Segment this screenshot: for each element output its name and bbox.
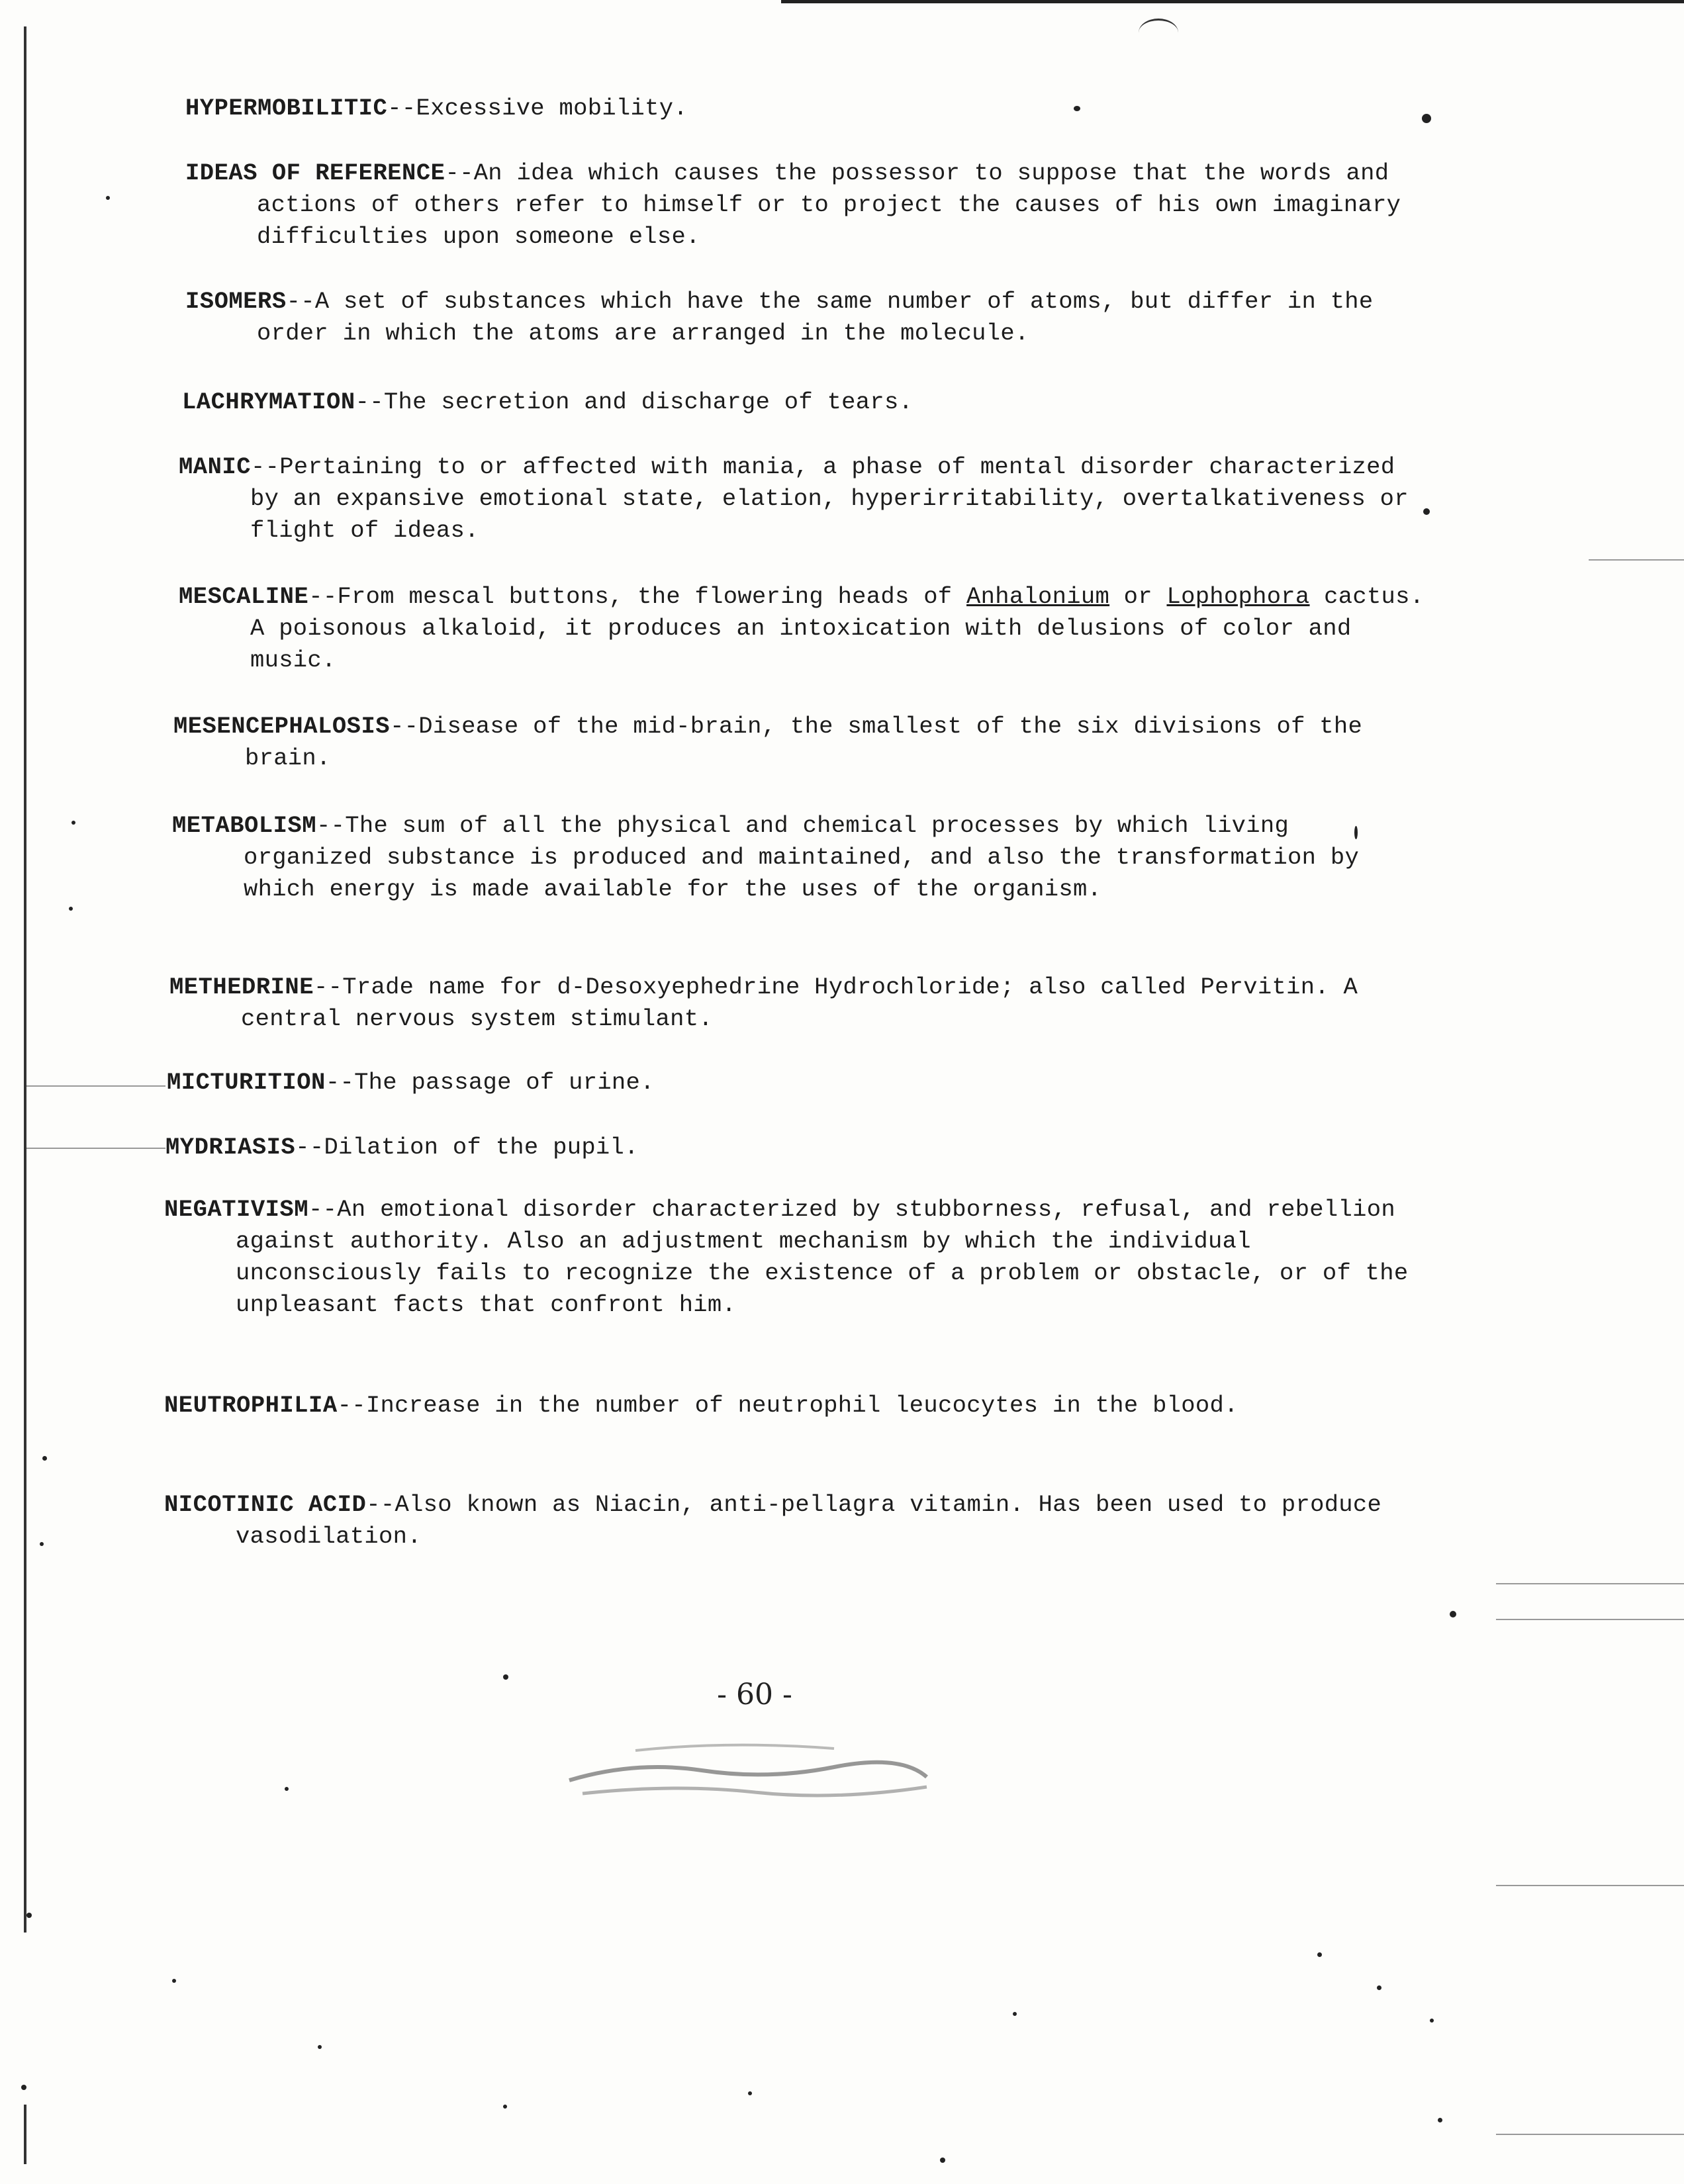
entry-separator: -- xyxy=(366,1491,395,1518)
entry-term: ISOMERS xyxy=(185,288,287,315)
scan-speck xyxy=(1013,2012,1017,2016)
entry-definition: Also known as Niacin, anti-pellagra vitamin. Has been used to produce vasodilation. xyxy=(236,1491,1382,1550)
entry-term: NICOTINIC ACID xyxy=(164,1491,367,1518)
entry-term: MICTURITION xyxy=(167,1069,326,1096)
scan-left-edge-line xyxy=(24,26,26,1933)
scan-speck xyxy=(1377,1985,1381,1990)
entry-definition: Dilation of the pupil. xyxy=(324,1134,639,1161)
page-number: - 60 - xyxy=(717,1678,792,1711)
scan-speck xyxy=(503,1674,508,1680)
glossary-entry xyxy=(185,158,1435,253)
entry-definition: The passage of urine. xyxy=(354,1069,655,1096)
scan-speck xyxy=(748,2091,752,2095)
entry-term: HYPERMOBILITIC xyxy=(185,95,388,122)
entry-separator: -- xyxy=(295,1134,324,1161)
scan-speck xyxy=(172,1979,176,1983)
glossary-entry xyxy=(164,1390,1414,1422)
scan-top-edge-line xyxy=(781,0,1684,3)
scan-margin-line xyxy=(1496,1583,1684,1584)
scan-speck xyxy=(285,1787,289,1791)
scan-speck xyxy=(42,1456,47,1461)
entry-definition: An emotional disorder characterized by stubborness, refusal, and rebellion against authority. Also an adjustment mechanism by which the individual unconsciously fails to recognize the existence of a problem or obstacle, or of the unpleasant facts that confront him. xyxy=(236,1196,1409,1318)
scan-speck xyxy=(21,2085,26,2090)
entry-definition: Excessive mobility. xyxy=(416,95,688,122)
entry-definition: or xyxy=(1109,583,1167,610)
scan-margin-line xyxy=(1589,559,1684,561)
entry-term: MANIC xyxy=(179,453,252,480)
glossary-entry xyxy=(179,581,1428,676)
entry-term: LACHRYMATION xyxy=(182,388,355,416)
glossary-entry xyxy=(164,1194,1414,1321)
entry-separator: -- xyxy=(390,713,419,740)
scan-speck xyxy=(106,196,110,200)
entry-separator: -- xyxy=(314,974,343,1001)
glossary-entry xyxy=(182,387,1432,418)
entry-definition: Pertaining to or affected with mania, a phase of mental disorder characterized by an expansive emotional state, elation, hyperirritability, overtalkativeness or flight of ideas. xyxy=(250,453,1409,544)
entry-definition: The secretion and discharge of tears. xyxy=(383,388,913,416)
entry-definition: Increase in the number of neutrophil leucocytes in the blood. xyxy=(365,1392,1239,1419)
entry-term: MESCALINE xyxy=(179,583,309,610)
entry-term: MYDRIASIS xyxy=(165,1134,296,1161)
scan-speck xyxy=(1317,1952,1322,1957)
entry-definition: Disease of the mid-brain, the smallest of the six divisions of the brain. xyxy=(245,713,1363,772)
entry-definition: The sum of all the physical and chemical processes by which living organized substance is produced and maintained, and also the transformation by which energy is made available for the uses of the organism. xyxy=(244,812,1360,903)
entry-term: IDEAS OF REFERENCE xyxy=(185,159,445,187)
glossary-entry xyxy=(165,1132,1415,1163)
entry-definition: From mescal buttons, the flowering heads of xyxy=(337,583,967,610)
scan-left-edge-line-lower xyxy=(24,2105,26,2164)
entry-separator: -- xyxy=(325,1069,355,1096)
entry-term: MESENCEPHALOSIS xyxy=(173,713,391,740)
scan-speck xyxy=(503,2105,507,2109)
glossary-entry xyxy=(173,711,1423,774)
glossary-entry xyxy=(179,451,1428,547)
scan-corner-mark xyxy=(1139,19,1178,47)
entry-definition-genus: Anhalonium xyxy=(966,583,1110,610)
entry-separator: -- xyxy=(387,95,416,122)
glossary-entry xyxy=(185,93,1435,124)
entry-separator: -- xyxy=(308,1196,338,1223)
glossary-entry xyxy=(172,810,1422,905)
scan-speck xyxy=(1430,2019,1434,2023)
glossary-entry xyxy=(185,286,1435,349)
entry-term: NEUTROPHILIA xyxy=(164,1392,338,1419)
glossary-entry xyxy=(167,1067,1417,1099)
entry-definition: An idea which causes the possessor to suppose that the words and actions of others refer to himself or to project the causes of his own imaginary difficulties upon someone else. xyxy=(257,159,1401,250)
scan-speck xyxy=(69,907,73,911)
scan-speck xyxy=(1438,2118,1442,2122)
scan-speck xyxy=(940,2158,945,2163)
scan-speck xyxy=(71,821,75,825)
entry-term: NEGATIVISM xyxy=(164,1196,309,1223)
scan-margin-line xyxy=(26,1148,165,1149)
entry-term: METABOLISM xyxy=(172,812,317,839)
glossary-entry xyxy=(169,972,1419,1035)
entry-separator: -- xyxy=(355,388,384,416)
scan-margin-line xyxy=(1496,2134,1684,2135)
entry-definition: A set of substances which have the same number of atoms, but differ in the order in which the atoms are arranged in the molecule. xyxy=(257,288,1374,347)
scan-margin-line xyxy=(26,1085,165,1087)
entry-definition: cactus. A poisonous alkaloid, it produces an intoxication with delusions of color and music. xyxy=(250,583,1425,674)
entry-definition: Trade name for d-Desoxyephedrine Hydrochloride; also called Pervitin. A central nervous system stimulant. xyxy=(241,974,1358,1032)
scan-margin-line xyxy=(1496,1619,1684,1620)
entry-term: METHEDRINE xyxy=(169,974,314,1001)
glossary-entry xyxy=(164,1489,1414,1553)
scan-speck xyxy=(1450,1611,1456,1617)
scan-speck xyxy=(1423,508,1430,515)
entry-separator: -- xyxy=(337,1392,366,1419)
scan-speck xyxy=(26,1913,32,1918)
scan-speck xyxy=(318,2045,322,2049)
entry-separator: -- xyxy=(286,288,315,315)
scan-speck xyxy=(1422,114,1431,123)
scan-speck xyxy=(1354,826,1358,839)
scan-margin-line xyxy=(1496,1885,1684,1886)
entry-separator: -- xyxy=(445,159,474,187)
entry-separator: -- xyxy=(251,453,280,480)
entry-separator: -- xyxy=(308,583,338,610)
entry-separator: -- xyxy=(316,812,346,839)
entry-definition-genus: Lophophora xyxy=(1166,583,1310,610)
scan-speck xyxy=(1074,106,1080,111)
scan-speck xyxy=(40,1542,44,1546)
ink-smudge xyxy=(556,1734,940,1807)
